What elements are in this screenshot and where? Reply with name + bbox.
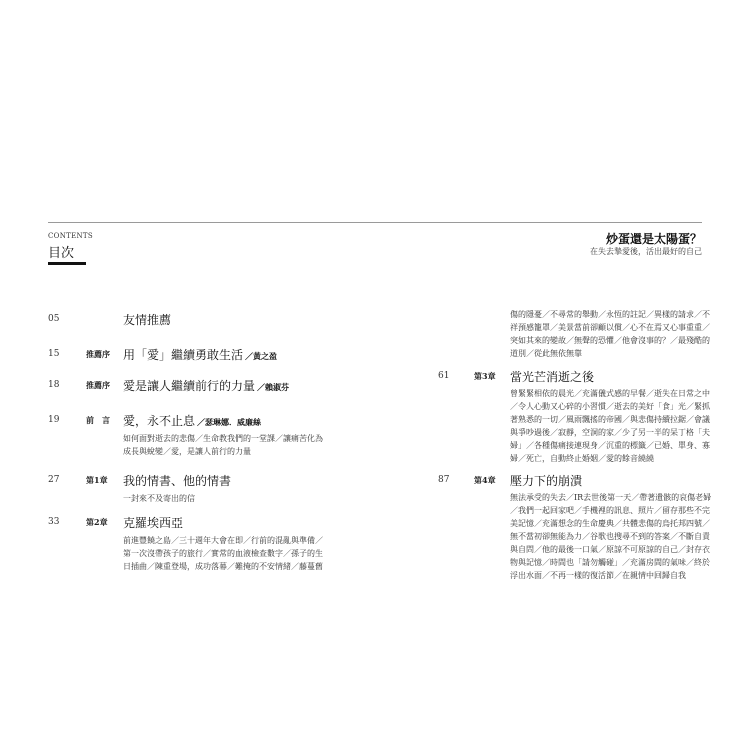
entry-title-text: 克羅埃西亞	[123, 516, 184, 530]
page-number: 87	[438, 475, 450, 485]
entry-title-text: 友情推薦	[123, 313, 172, 327]
chapter-label: 前 言	[86, 415, 110, 425]
toc-entry[interactable]	[48, 514, 338, 594]
chapter-label: 第3章	[474, 371, 496, 381]
chapter-label: 推薦序	[86, 380, 110, 390]
entry-title-text: 愛是讓人繼續前行的力量	[123, 379, 256, 393]
page-number: 27	[48, 475, 60, 485]
toc-entry[interactable]	[48, 346, 338, 366]
page-number: 05	[48, 314, 60, 324]
chapter-label: 推薦序	[86, 349, 110, 359]
entry-title	[510, 472, 582, 489]
header-rule	[48, 222, 702, 223]
entry-author: ／黃之盈	[245, 351, 278, 361]
page-number: 15	[48, 349, 60, 359]
toc-entry[interactable]	[48, 412, 338, 462]
toc-entry[interactable]	[438, 368, 710, 463]
entry-title	[123, 377, 289, 394]
entry-description: 傷的隱憂／不尋常的舉動／永恆的註記／異樣的請求／不祥預感籠罩／美景當前卻顧以償／心不在焉又心事重重／突如其來的變故／無聲的恐懼／他會沒事的？／最殘酷的道別／從此無依無靠	[510, 310, 710, 358]
toc-entry[interactable]	[48, 311, 338, 331]
toc-entry[interactable]	[48, 377, 338, 397]
toc-continuation	[438, 308, 710, 358]
entry-title	[510, 368, 594, 385]
entry-author: ／賴淑芬	[257, 382, 290, 392]
page-number: 18	[48, 380, 60, 390]
chapter-label: 第2章	[86, 517, 108, 527]
entry-title	[123, 472, 231, 489]
entry-title	[123, 311, 171, 328]
book-title: 炒蛋還是太陽蛋？	[605, 232, 702, 246]
chapter-label: 第1章	[86, 475, 108, 485]
entry-title	[123, 412, 261, 429]
entry-title-text: 壓力下的崩潰	[510, 474, 583, 488]
entry-description: 一封來不及寄出的信	[123, 494, 195, 503]
entry-author: ／瑟琳娜．威廉絲	[197, 417, 262, 427]
entry-description: 如何面對逝去的悲傷／生命教我們的一堂課／讓痛苦化為成長與蛻變／愛，是讓人前行的力量	[123, 434, 323, 456]
page-number: 61	[438, 371, 450, 381]
toc-entry[interactable]	[438, 472, 712, 602]
entry-description: 曾緊緊相依的晨光／充滿儀式感的早餐／逝失在日常之中／令人心動又心碎的小習慣／逝去的美好「食」光／緊抓著熟悉的一切／風雨飄搖的帝國／與悲傷持續拉鋸／會議與爭吵過後／寂靜，空洞的家／少了另一半的呆丁格「夫婦」／各種傷痛接連現身／沉重的標籤／已婚、單身、寡婦／死亡，自動終止婚姻／愛的餘音繞繞	[510, 389, 710, 463]
entry-title-text: 我的情書、他的情書	[123, 474, 232, 488]
entry-title	[123, 346, 277, 363]
contents-heading-en: CONTENTS	[48, 232, 93, 240]
contents-underline	[48, 262, 86, 265]
book-subtitle: 在失去摯愛後，活出最好的自己	[590, 247, 702, 256]
entry-description: 前進豐饒之島／三十週年大會在即／行前的混亂與準備／第一次沒帶孩子的旅行／實常的血液檢查數字／孫子的生日插曲／陳重登場，成功落幕／難掩的不安情緒／藤蔓舊	[123, 536, 323, 571]
page-number: 19	[48, 415, 60, 425]
chapter-label: 第4章	[474, 475, 496, 485]
entry-title-text: 當光芒消逝之後	[510, 370, 595, 384]
entry-title-text: 用「愛」繼續勇敢生活	[123, 348, 244, 362]
contents-heading: 目次	[48, 246, 75, 261]
toc-entry[interactable]	[48, 472, 338, 507]
entry-title	[123, 514, 183, 531]
page-number: 33	[48, 517, 60, 527]
entry-title-text: 愛，永不止息	[123, 414, 196, 428]
entry-description: 無法承受的失去／IR去世後第一天／帶著遺骸的哀傷老婦／我們一起回家吧／手機裡的訊息、照片／留存那些不完美記憶／充滿想念的生命慶典／共體悲傷的烏托邦四號／無不當初卻無能為力／谷歌也搜尋不到的答案／不斷自責與自問／他的最後一口氣／原諒不可原諒的自己／封存衣物與記憶／時間也「請勿觸碰」／充滿房間的氣味／終於浮出水面／不再一樣的復活節／在親情中回歸自我	[510, 493, 712, 580]
